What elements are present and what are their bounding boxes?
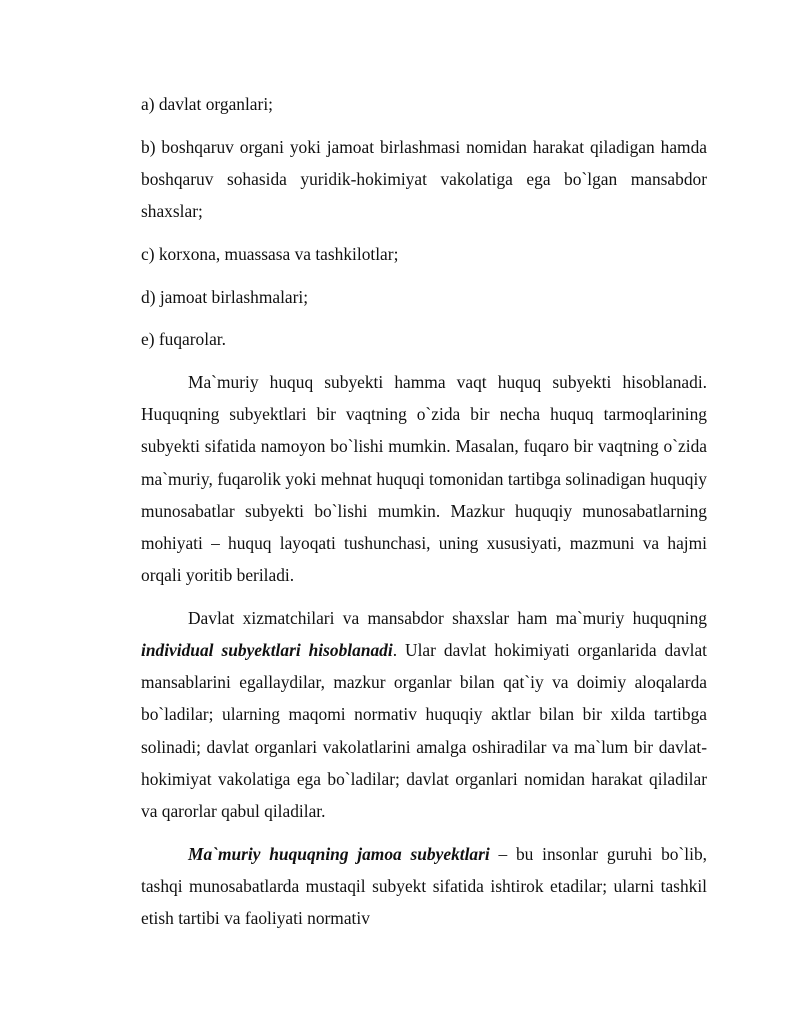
emphasis-individual-subjects: individual subyektlari hisoblanadi: [141, 640, 393, 661]
list-item-a: a) davlat organlari;: [141, 94, 273, 114]
list-item-d: d) jamoat birlashmalari;: [141, 286, 309, 307]
list-item-e: e) fuqarolar.: [141, 329, 226, 350]
paragraph-rest-text: – bu insonlar guruhi bo`lib, tashqi munosabatlarda mustaqil subyekt sifatida ishtirok etadilar; ularni tashkil etish tartibi va faoliyati normativ: [141, 843, 707, 929]
paragraph-lead-text: Davlat xizmatchilari va mansabdor shaxslar ham ma`muriy huquqning: [188, 607, 707, 628]
emphasis-collective-subjects: Ma`muriy huquqning jamoa subyektlari: [188, 843, 490, 864]
paragraph-individual-subjects: [141, 602, 707, 827]
paragraph-collective-subjects: [141, 838, 707, 935]
list-item-b: b) boshqaruv organi yoki jamoat birlashmasi nomidan harakat qiladigan hamda boshqaruv sohasida yuridik-hokimiyat vakolatiga ega bo`lgan mansabdor shaxslar;: [141, 136, 707, 222]
paragraph-rest-text: . Ular davlat hokimiyati organlarida davlat mansablarini egallaydilar, mazkur organlar bilan qat`iy va doimiy aloqalarda bo`ladilar; ularning maqomi normativ huquqiy aktlar bilan bir xilda tartibga solinadi; davlat organlari vakolatlarini amalga oshiradilar va ma`lum bir davlat-hokimiyat vakolatiga ega bo`ladilar; davlat organlari nomidan harakat qiladilar va qarorlar qabul qiladilar.: [141, 640, 707, 822]
document-text: [141, 88, 707, 934]
paragraph-subject-definition: Ma`muriy huquq subyekti hamma vaqt huquq subyekti hisoblanadi. Huquqning subyektlari bir vaqtning o`zida bir necha huquq tarmoqlarining subyekti sifatida namoyon bo`lishi mumkin. Masalan, fuqaro bir vaqtning o`zida ma`muriy, fuqarolik yoki mehnat huquqi tomonidan tartibga solinadigan huquqiy munosabatlar subyekti bo`lishi mumkin. Mazkur huquqiy munosabatlarning mohiyati – huquq layoqati tushunchasi, uning xususiyati, mazmuni va hajmi orqali yoritib beriladi.: [141, 371, 707, 586]
list-item-c: c) korxona, muassasa va tashkilotlar;: [141, 243, 399, 264]
